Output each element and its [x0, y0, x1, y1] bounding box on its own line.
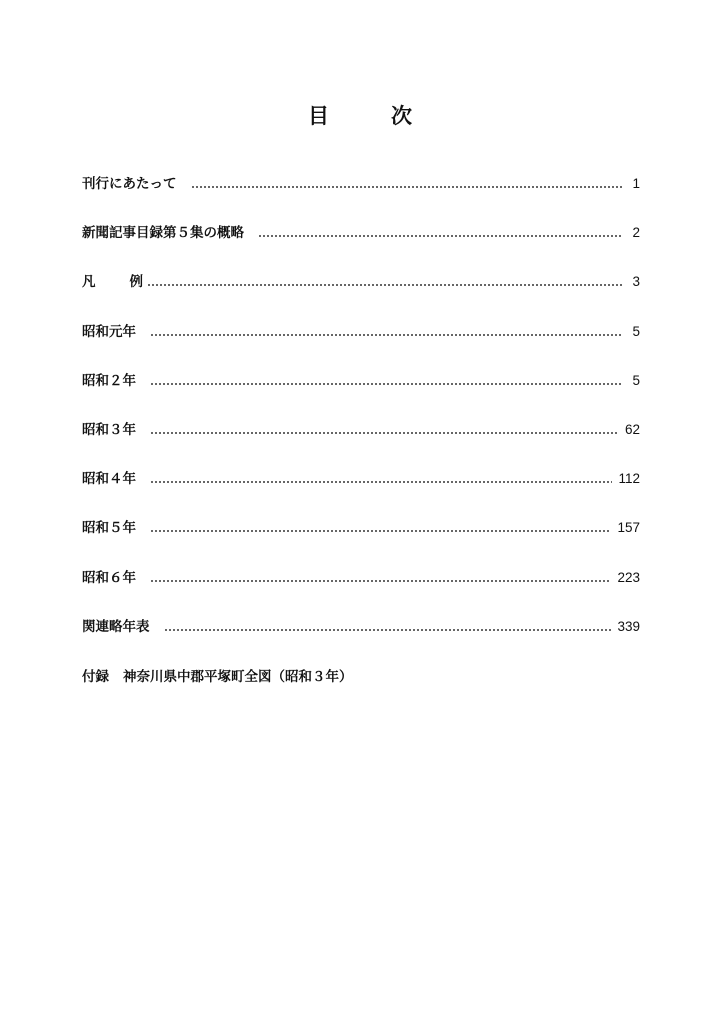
toc-entry-label: 昭和元年 — [82, 323, 136, 340]
dot-leader — [150, 568, 611, 588]
toc-entry-label — [82, 272, 143, 292]
page-title — [0, 100, 720, 130]
toc-entry-label: 昭和６年 — [82, 569, 136, 586]
toc-entry-page: 2 — [632, 225, 640, 241]
toc-entry-label: 昭和５年 — [82, 520, 136, 537]
toc-entry-label: 刊行にあたって — [82, 176, 177, 192]
toc-entry-page: 3 — [632, 274, 640, 290]
toc-entry-label-part-2: 例 — [129, 274, 143, 291]
dot-leader — [191, 174, 623, 194]
dot-leader — [150, 469, 612, 489]
toc-entry-showa-5[interactable] — [82, 518, 640, 567]
title-part-1: 目 — [308, 104, 329, 128]
toc-entry-label: 昭和２年 — [82, 372, 136, 389]
toc-entry-page: 5 — [632, 372, 640, 388]
dot-leader — [150, 420, 619, 440]
toc-entry-page: 1 — [632, 176, 640, 191]
dot-leader — [164, 617, 612, 637]
toc-entry-showa-6[interactable] — [82, 568, 640, 617]
toc-entry-page: 157 — [617, 520, 640, 536]
toc-entry-label: 昭和４年 — [82, 471, 136, 488]
toc-entry-label: 関連略年表 — [82, 618, 150, 635]
dot-leader — [150, 518, 611, 538]
toc-entry-showa-2[interactable] — [82, 371, 640, 420]
toc-entry-label: 昭和３年 — [82, 421, 136, 438]
table-of-contents — [82, 174, 640, 666]
dot-leader — [147, 272, 622, 292]
toc-entry-page: 62 — [624, 421, 640, 437]
toc-entry-overview[interactable] — [82, 223, 640, 272]
dot-leader — [150, 322, 622, 342]
toc-entry-page: 5 — [632, 323, 640, 339]
title-part-2: 次 — [391, 104, 412, 128]
toc-entry-label: 新聞記事目録第５集の概略 — [82, 225, 244, 242]
dot-leader — [258, 223, 622, 243]
toc-entry-preface[interactable] — [82, 174, 640, 223]
toc-entry-label-part-1: 凡 — [82, 274, 96, 291]
toc-entry-showa-3[interactable] — [82, 420, 640, 469]
toc-entry-showa-1[interactable] — [82, 322, 640, 371]
appendix-label: 付録 — [82, 669, 109, 685]
appendix-text: 神奈川県中郡平塚町全図（昭和３年） — [123, 669, 353, 685]
toc-entry-page: 223 — [617, 569, 640, 585]
dot-leader — [150, 371, 622, 391]
toc-entry-legend[interactable] — [82, 272, 640, 321]
appendix-entry[interactable] — [82, 667, 353, 687]
toc-entry-showa-4[interactable] — [82, 469, 640, 518]
toc-entry-chronology[interactable] — [82, 617, 640, 666]
toc-entry-page: 112 — [618, 471, 640, 487]
toc-entry-page: 339 — [617, 618, 640, 634]
